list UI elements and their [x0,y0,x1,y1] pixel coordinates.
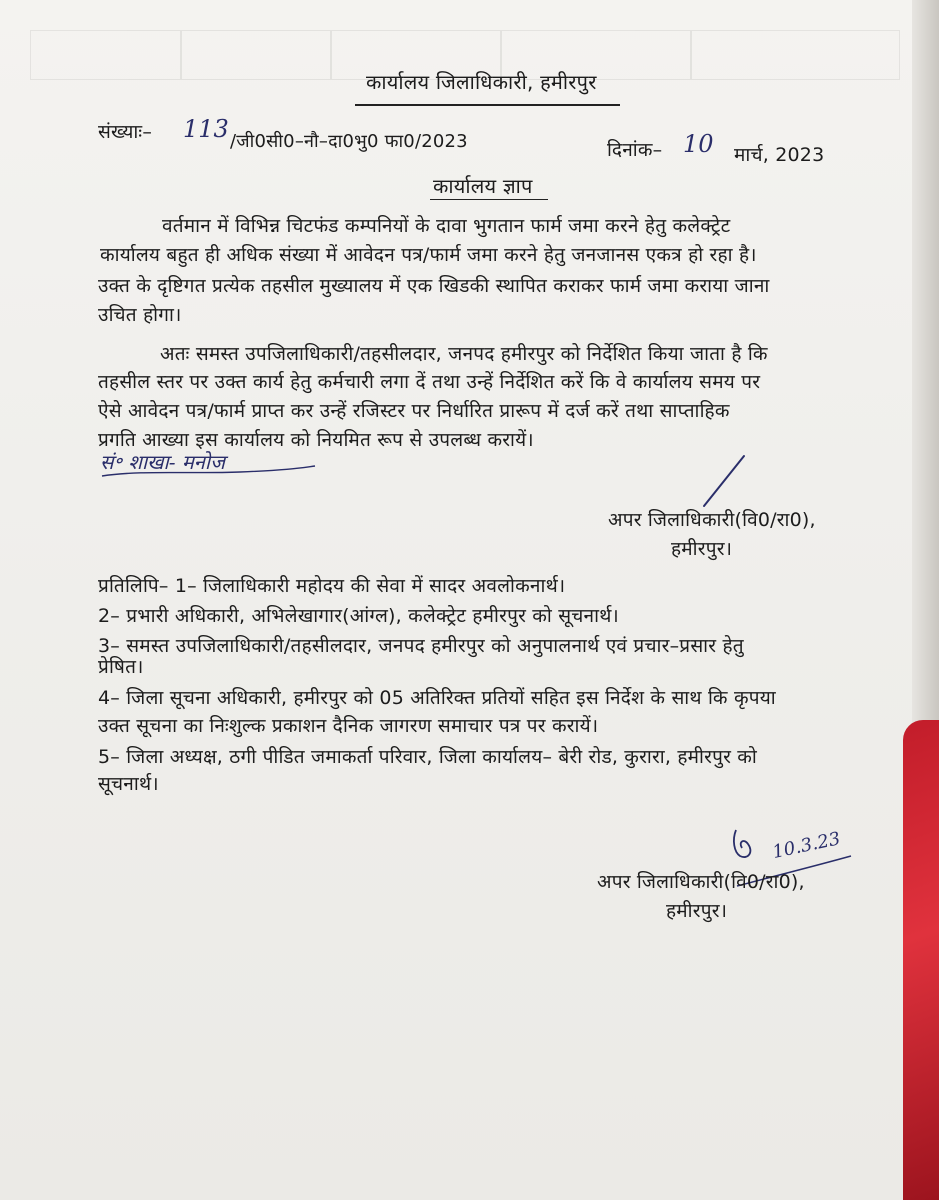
copy-line: प्रेषित। [98,656,144,678]
date-prefix: दिनांक– [607,139,663,161]
signatory-place-2: हमीरपुर। [666,900,728,922]
para1-line: उचित होगा। [98,304,182,326]
date-day-handwritten: 10 [683,130,714,158]
title-underline [430,199,548,200]
signatory-place: हमीरपुर। [671,538,733,560]
document-title: कार्यालय ज्ञाप [433,174,533,198]
signatory-title-2: अपर जिलाधिकारी(वि0/रा0), [597,871,805,893]
para2-line: तहसील स्तर पर उक्त कार्य हेतु कर्मचारी लगा दें तथा उन्हें निर्देशित करें कि वे कार्यालय समय पर [98,371,761,393]
para1-line: वर्तमान में विभिन्न चिटफंड कम्पनियों के दावा भुगतान फार्म जमा करने हेतु कलेक्ट्रेट [162,215,731,237]
signatory-title: अपर जिलाधिकारी(वि0/रा0), [608,509,816,531]
handwritten-note: सं॰ शाखा- मनोज [100,450,225,474]
signature-mark [696,452,756,512]
reference-prefix: संख्याः– [98,121,153,143]
date-suffix: मार्च, 2023 [734,144,825,166]
handwritten-date: 10.3.23 [770,828,843,863]
heading-underline [355,104,620,106]
red-cloth-background [903,720,939,1200]
copy-line: 3– समस्त उपजिलाधिकारी/तहसीलदार, जनपद हमीरपुर को अनुपालनार्थ एवं प्रचार–प्रसार हेतु [98,635,744,657]
para2-line: प्रगति आख्या इस कार्यालय को नियमित रूप से उपलब्ध करायें। [98,429,534,451]
para2-line: ऐसे आवेदन पत्र/फार्म प्राप्त कर उन्हें रजिस्टर पर निर्धारित प्रारूप में दर्ज करें तथा साप्ताहिक [98,400,730,422]
handwritten-scribble [100,462,320,482]
copy-line: 5– जिला अध्यक्ष, ठगी पीडित जमाकर्ता परिवार, जिला कार्यालय– बेरी रोड, कुरारा, हमीरपुर को [98,746,758,768]
copy-line: 2– प्रभारी अधिकारी, अभिलेखागार(आंग्ल), कलेक्ट्रेट हमीरपुर को सूचनार्थ। [98,605,619,627]
reference-number-handwritten: 113 [183,115,229,143]
copy-line: 4– जिला सूचना अधिकारी, हमीरपुर को 05 अतिरिक्त प्रतियों सहित इस निर्देश के साथ कि कृपया [98,687,776,709]
para2-line: अतः समस्त उपजिलाधिकारी/तहसीलदार, जनपद हमीरपुर को निर्देशित किया जाता है कि [160,343,768,365]
office-heading: कार्यालय जिलाधिकारी, हमीरपुर [366,70,597,94]
para1-line: कार्यालय बहुत ही अधिक संख्या में आवेदन पत्र/फार्म जमा करने हेतु जनजानस एकत्र हो रहा है। [100,244,757,266]
copy-line: उक्त सूचना का निःशुल्क प्रकाशन दैनिक जागरण समाचार पत्र पर करायें। [98,715,599,737]
copy-line: सूचनार्थ। [98,773,159,795]
reference-suffix: /जी0सी0–नौ–दा0भु0 फा0/2023 [230,131,468,152]
para1-line: उक्त के दृष्टिगत प्रत्येक तहसील मुख्यालय में एक खिडकी स्थापित कराकर फार्म जमा कराया जाना [98,275,770,297]
copy-line: प्रतिलिपि– 1– जिलाधिकारी महोदय की सेवा में सादर अवलोकनार्थ। [98,575,566,597]
